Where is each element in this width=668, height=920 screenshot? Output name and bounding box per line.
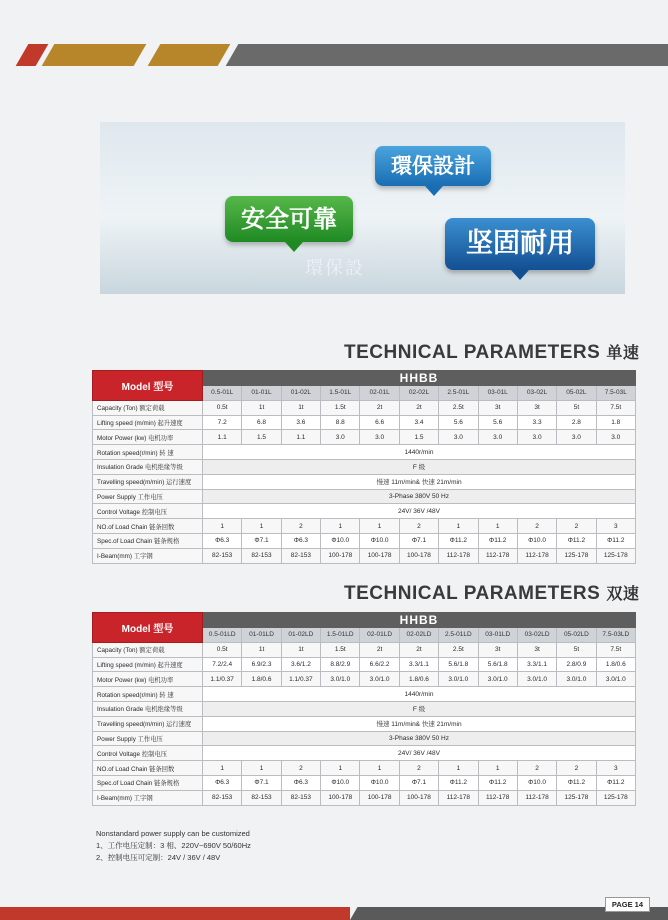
header-stripe-gold <box>148 44 231 66</box>
value-cell: 82-153 <box>203 548 242 563</box>
value-cell: 2 <box>517 519 556 534</box>
value-cell: Φ11.2 <box>439 533 478 548</box>
table-row <box>93 400 636 415</box>
value-cell: 3.3/1.1 <box>399 657 438 672</box>
page-number: PAGE 14 <box>605 897 650 912</box>
row-label-cell: Capacity (Ton) 额定荷载 <box>93 400 203 415</box>
model-code-cell: 01-02L <box>281 386 320 401</box>
value-cell: 100-178 <box>360 790 399 805</box>
value-cell: 112-178 <box>478 790 517 805</box>
row-label-cell: I-Beam(mm) 工字钢 <box>93 548 203 563</box>
model-code-cell: 2.5-01LD <box>439 628 478 643</box>
value-cell: Φ7.1 <box>399 533 438 548</box>
value-cell: 1.5t <box>321 400 360 415</box>
header-stripe-grey <box>226 44 668 66</box>
value-cell: 1.5 <box>399 430 438 445</box>
value-cell: 100-178 <box>360 548 399 563</box>
value-cell: 3 <box>596 761 635 776</box>
value-cell: 1 <box>242 519 281 534</box>
spanned-value-cell: 慢速 11m/min& 快速 21m/min <box>203 474 636 489</box>
table-row <box>93 761 636 776</box>
value-cell: 0.5t <box>203 642 242 657</box>
value-cell: 1 <box>360 761 399 776</box>
value-cell: 3.3 <box>517 415 556 430</box>
section-title-cn: 双速 <box>606 584 640 603</box>
model-code-cell: 03-02LD <box>517 628 556 643</box>
value-cell: Φ11.2 <box>596 775 635 790</box>
value-cell: 3.0/1.0 <box>478 672 517 687</box>
value-cell: 3.0 <box>360 430 399 445</box>
row-label-cell: Spec.of Load Chain 链条规格 <box>93 533 203 548</box>
section-title-text: TECHNICAL PARAMETERS <box>344 583 601 604</box>
row-label-cell: Power Supply 工作电压 <box>93 489 203 504</box>
value-cell: Φ11.2 <box>596 533 635 548</box>
spanned-value-cell: F 级 <box>203 459 636 474</box>
model-code-cell: 03-01L <box>478 386 517 401</box>
value-cell: 2t <box>360 642 399 657</box>
value-cell: Φ11.2 <box>478 533 517 548</box>
model-code-cell: 01-01L <box>242 386 281 401</box>
value-cell: 2 <box>557 761 596 776</box>
table-row <box>93 445 636 460</box>
value-cell: Φ10.0 <box>517 775 556 790</box>
value-cell: 1t <box>281 642 320 657</box>
value-cell: 3.6/1.2 <box>281 657 320 672</box>
footer-stripe-red <box>0 907 350 920</box>
value-cell: 3.0 <box>596 430 635 445</box>
value-cell: Φ6.3 <box>203 533 242 548</box>
value-cell: Φ11.2 <box>478 775 517 790</box>
value-cell: 2.8 <box>557 415 596 430</box>
row-label-cell: Insulation Grade 电机绝缘等级 <box>93 701 203 716</box>
value-cell: 5.6/1.8 <box>439 657 478 672</box>
value-cell: 112-178 <box>439 790 478 805</box>
model-code-cell: 03-01LD <box>478 628 517 643</box>
section-title-cn: 单速 <box>606 343 640 362</box>
value-cell: 3.0 <box>557 430 596 445</box>
table-row <box>93 687 636 702</box>
value-cell: 1 <box>321 519 360 534</box>
value-cell: 1 <box>439 761 478 776</box>
table-row <box>93 657 636 672</box>
value-cell: Φ11.2 <box>557 533 596 548</box>
spanned-value-cell: 1440r/min <box>203 687 636 702</box>
model-code-cell: 2.5-01L <box>439 386 478 401</box>
value-cell: 3.0/1.0 <box>321 672 360 687</box>
value-cell: 7.2/2.4 <box>203 657 242 672</box>
table-row <box>93 548 636 563</box>
value-cell: 7.5t <box>596 400 635 415</box>
row-label-cell: Control Voltage 控制电压 <box>93 504 203 519</box>
model-code-cell: 01-02LD <box>281 628 320 643</box>
header-stripe-gold <box>42 44 147 66</box>
table-row <box>93 415 636 430</box>
model-code-cell: 1.5-01LD <box>321 628 360 643</box>
value-cell: 125-178 <box>596 548 635 563</box>
value-cell: Φ10.0 <box>360 533 399 548</box>
table-row <box>93 533 636 548</box>
model-code-cell: 7.5-03LD <box>596 628 635 643</box>
value-cell: 5t <box>557 400 596 415</box>
value-cell: 3.0 <box>517 430 556 445</box>
row-label-cell: Motor Power (kw) 电机功率 <box>93 672 203 687</box>
value-cell: Φ10.0 <box>321 533 360 548</box>
value-cell: 1 <box>242 761 281 776</box>
value-cell: 5.6 <box>439 415 478 430</box>
spanned-value-cell: 24V/ 36V /48V <box>203 746 636 761</box>
value-cell: 1 <box>439 519 478 534</box>
value-cell: 3.0/1.0 <box>517 672 556 687</box>
model-code-cell: 03-02L <box>517 386 556 401</box>
table-row <box>93 701 636 716</box>
value-cell: 3 <box>596 519 635 534</box>
value-cell: 2 <box>399 761 438 776</box>
value-cell: 125-178 <box>557 790 596 805</box>
value-cell: 1.1/0.37 <box>203 672 242 687</box>
model-code-cell: 0.5-01L <box>203 386 242 401</box>
value-cell: 3.0 <box>478 430 517 445</box>
table-header-row <box>93 613 636 628</box>
bubble-eco-design: 環保設計 <box>375 146 491 186</box>
value-cell: 112-178 <box>517 790 556 805</box>
series-header-cell: HHBB <box>203 613 636 628</box>
value-cell: 100-178 <box>399 790 438 805</box>
spec-table-dual-speed <box>92 612 636 806</box>
value-cell: 2t <box>399 642 438 657</box>
value-cell: 1t <box>281 400 320 415</box>
value-cell: 1 <box>478 519 517 534</box>
row-label-cell: Rotation speed(r/min) 转 速 <box>93 445 203 460</box>
value-cell: 3.3/1.1 <box>517 657 556 672</box>
value-cell: Φ11.2 <box>439 775 478 790</box>
value-cell: 3.0/1.0 <box>439 672 478 687</box>
value-cell: 0.5t <box>203 400 242 415</box>
value-cell: 1.1 <box>281 430 320 445</box>
value-cell: 1.1/0.37 <box>281 672 320 687</box>
value-cell: 7.2 <box>203 415 242 430</box>
value-cell: 5.6/1.8 <box>478 657 517 672</box>
model-code-cell: 05-02L <box>557 386 596 401</box>
spanned-value-cell: 3-Phase 380V 50 Hz <box>203 731 636 746</box>
customization-notes <box>96 828 251 864</box>
value-cell: Φ11.2 <box>557 775 596 790</box>
spec-table-single-speed <box>92 370 636 564</box>
row-label-cell: NO.of Load Chain 链条回数 <box>93 519 203 534</box>
value-cell: 2 <box>281 519 320 534</box>
row-label-cell: Insulation Grade 电机绝缘等级 <box>93 459 203 474</box>
row-label-cell: Rotation speed(r/min) 转 速 <box>93 687 203 702</box>
table-row <box>93 775 636 790</box>
table-row <box>93 474 636 489</box>
row-label-cell: Travelling speed(m/min) 运行速度 <box>93 716 203 731</box>
model-code-cell: 0.5-01LD <box>203 628 242 643</box>
value-cell: Φ7.1 <box>242 775 281 790</box>
section-title-dual-speed <box>344 581 639 605</box>
table-header-row <box>93 371 636 386</box>
value-cell: 8.8 <box>321 415 360 430</box>
value-cell: 1t <box>242 400 281 415</box>
table-row <box>93 430 636 445</box>
model-header-cell: Model 型号 <box>93 613 203 643</box>
value-cell: 6.6/2.2 <box>360 657 399 672</box>
value-cell: 1.8 <box>596 415 635 430</box>
model-code-cell: 1.5-01L <box>321 386 360 401</box>
value-cell: 6.6 <box>360 415 399 430</box>
value-cell: 3.6 <box>281 415 320 430</box>
value-cell: Φ6.3 <box>203 775 242 790</box>
value-cell: 1.8/0.6 <box>596 657 635 672</box>
value-cell: 3t <box>517 642 556 657</box>
model-header-cell: Model 型号 <box>93 371 203 401</box>
spanned-value-cell: 慢速 11m/min& 快速 21m/min <box>203 716 636 731</box>
bubble-safe-reliable: 安全可靠 <box>225 196 353 242</box>
value-cell: 6.8 <box>242 415 281 430</box>
banner-watermark: 環保設 <box>305 258 365 279</box>
value-cell: 2 <box>399 519 438 534</box>
spanned-value-cell: 24V/ 36V /48V <box>203 504 636 519</box>
value-cell: 1.5 <box>242 430 281 445</box>
value-cell: 100-178 <box>399 548 438 563</box>
row-label-cell: Travelling speed(m/min) 运行速度 <box>93 474 203 489</box>
value-cell: 5t <box>557 642 596 657</box>
model-code-cell: 7.5-03L <box>596 386 635 401</box>
value-cell: 8.8/2.9 <box>321 657 360 672</box>
value-cell: 1 <box>203 761 242 776</box>
value-cell: 1 <box>203 519 242 534</box>
row-label-cell: Lifting speed (m/min) 起升速度 <box>93 415 203 430</box>
value-cell: 3.0/1.0 <box>360 672 399 687</box>
row-label-cell: NO.of Load Chain 链条回数 <box>93 761 203 776</box>
value-cell: 1.1 <box>203 430 242 445</box>
value-cell: 1.8/0.6 <box>399 672 438 687</box>
row-label-cell: Power Supply 工作电压 <box>93 731 203 746</box>
model-code-cell: 02-02L <box>399 386 438 401</box>
model-code-cell: 01-01LD <box>242 628 281 643</box>
header-stripes <box>0 44 668 66</box>
table-row <box>93 642 636 657</box>
value-cell: 125-178 <box>596 790 635 805</box>
value-cell: Φ10.0 <box>517 533 556 548</box>
value-cell: 82-153 <box>242 790 281 805</box>
value-cell: 125-178 <box>557 548 596 563</box>
model-code-cell: 02-01L <box>360 386 399 401</box>
value-cell: Φ6.3 <box>281 533 320 548</box>
table-row <box>93 746 636 761</box>
value-cell: 112-178 <box>517 548 556 563</box>
model-code-cell: 02-01LD <box>360 628 399 643</box>
model-code-cell: 02-02LD <box>399 628 438 643</box>
value-cell: 1 <box>360 519 399 534</box>
value-cell: 82-153 <box>242 548 281 563</box>
row-label-cell: Control Voltage 控制电压 <box>93 746 203 761</box>
note-line: 2、控制电压可定制：24V / 36V / 48V <box>96 853 221 862</box>
value-cell: 2.5t <box>439 642 478 657</box>
table-row <box>93 459 636 474</box>
value-cell: 3t <box>478 400 517 415</box>
table-row <box>93 489 636 504</box>
feature-banner <box>100 122 625 294</box>
value-cell: 82-153 <box>281 790 320 805</box>
spanned-value-cell: F 级 <box>203 701 636 716</box>
table-row <box>93 672 636 687</box>
row-label-cell: Motor Power (kw) 电机功率 <box>93 430 203 445</box>
value-cell: 2 <box>517 761 556 776</box>
value-cell: Φ7.1 <box>399 775 438 790</box>
value-cell: 100-178 <box>321 790 360 805</box>
value-cell: Φ10.0 <box>321 775 360 790</box>
note-line: Nonstandard power supply can be customized <box>96 829 250 838</box>
value-cell: 1t <box>242 642 281 657</box>
value-cell: 112-178 <box>439 548 478 563</box>
value-cell: 3.0/1.0 <box>596 672 635 687</box>
row-label-cell: Capacity (Ton) 额定荷载 <box>93 642 203 657</box>
table-row <box>93 519 636 534</box>
value-cell: 5.6 <box>478 415 517 430</box>
value-cell: 3.4 <box>399 415 438 430</box>
value-cell: 100-178 <box>321 548 360 563</box>
row-label-cell: Spec.of Load Chain 链条规格 <box>93 775 203 790</box>
series-header-cell: HHBB <box>203 371 636 386</box>
value-cell: 3.0 <box>321 430 360 445</box>
value-cell: 2t <box>399 400 438 415</box>
table-row <box>93 731 636 746</box>
value-cell: 1.5t <box>321 642 360 657</box>
note-line: 1、工作电压定制：3 相、220V~690V 50/60Hz <box>96 841 251 850</box>
value-cell: 82-153 <box>203 790 242 805</box>
value-cell: 2t <box>360 400 399 415</box>
value-cell: 7.5t <box>596 642 635 657</box>
section-title-text: TECHNICAL PARAMETERS <box>344 342 601 363</box>
value-cell: 3t <box>517 400 556 415</box>
value-cell: 1.8/0.6 <box>242 672 281 687</box>
value-cell: 82-153 <box>281 548 320 563</box>
value-cell: Φ7.1 <box>242 533 281 548</box>
table-row <box>93 790 636 805</box>
value-cell: 3.0/1.0 <box>557 672 596 687</box>
value-cell: 112-178 <box>478 548 517 563</box>
spanned-value-cell: 1440r/min <box>203 445 636 460</box>
value-cell: 3t <box>478 642 517 657</box>
section-title-single-speed <box>344 340 639 364</box>
value-cell: 2.8/0.9 <box>557 657 596 672</box>
value-cell: 2 <box>281 761 320 776</box>
model-code-cell: 05-02LD <box>557 628 596 643</box>
bubble-durable: 坚固耐用 <box>445 218 595 270</box>
value-cell: Φ6.3 <box>281 775 320 790</box>
value-cell: 3.0 <box>439 430 478 445</box>
table-row <box>93 504 636 519</box>
value-cell: Φ10.0 <box>360 775 399 790</box>
row-label-cell: Lifting speed (m/min) 起升速度 <box>93 657 203 672</box>
value-cell: 1 <box>321 761 360 776</box>
value-cell: 2 <box>557 519 596 534</box>
footer-stripes <box>0 907 668 920</box>
value-cell: 1 <box>478 761 517 776</box>
value-cell: 2.5t <box>439 400 478 415</box>
value-cell: 6.9/2.3 <box>242 657 281 672</box>
table-row <box>93 716 636 731</box>
spanned-value-cell: 3-Phase 380V 50 Hz <box>203 489 636 504</box>
row-label-cell: I-Beam(mm) 工字钢 <box>93 790 203 805</box>
